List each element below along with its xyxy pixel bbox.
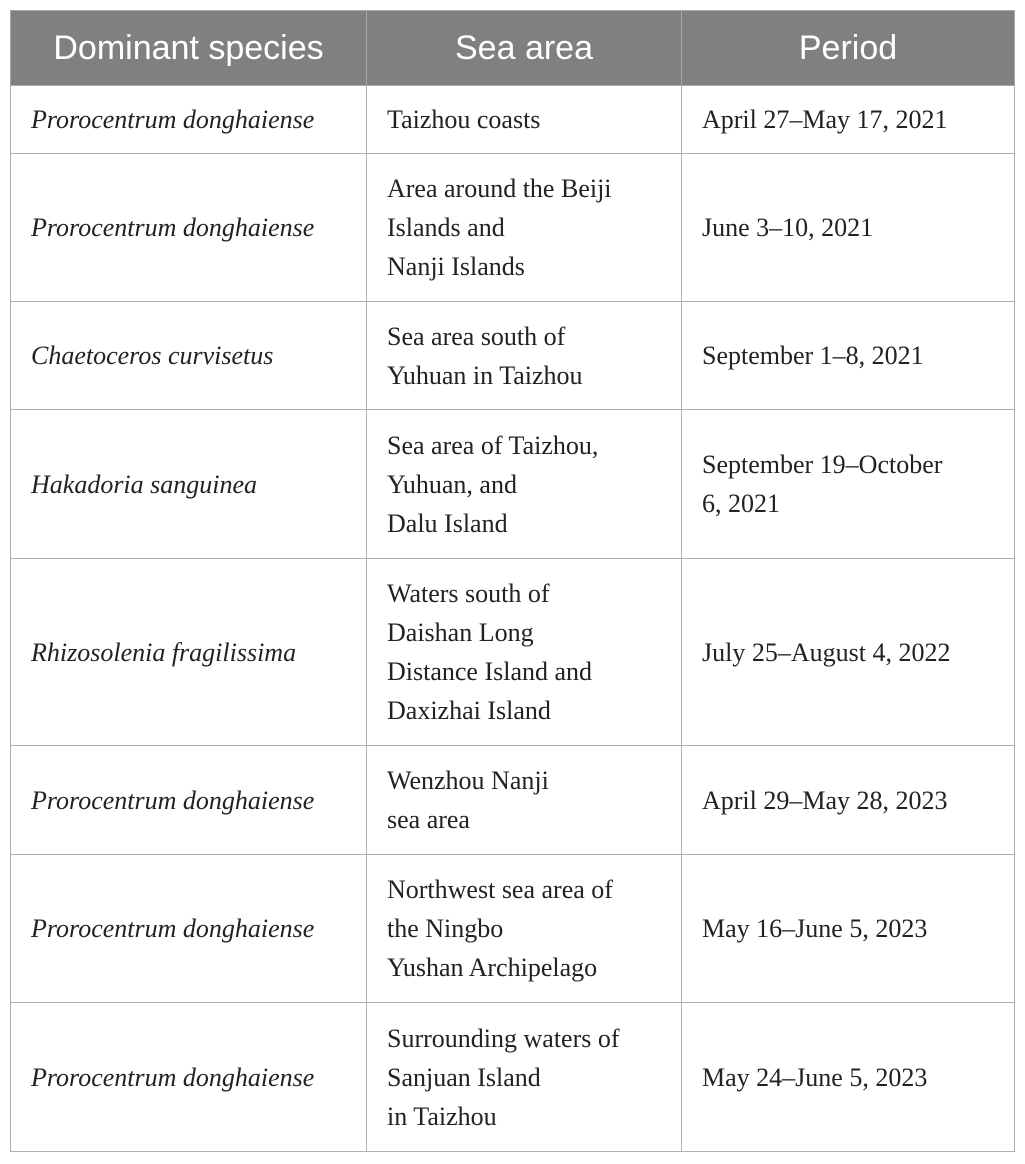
cell-species: Prorocentrum donghaiense [11,154,367,302]
header-sea-area: Sea area [367,11,682,86]
cell-period: July 25–August 4, 2022 [682,559,1015,746]
cell-sea-area: Northwest sea area of the Ningbo Yushan Archipelago [367,855,682,1003]
cell-period: September 19–October 6, 2021 [682,410,1015,559]
header-period: Period [682,11,1015,86]
cell-sea-area: Waters south of Daishan Long Distance Island and Daxizhai Island [367,559,682,746]
header-row [11,11,1015,86]
cell-species: Chaetoceros curvisetus [11,302,367,410]
cell-period: April 29–May 28, 2023 [682,746,1015,855]
cell-species: Prorocentrum donghaiense [11,86,367,154]
header-dominant-species: Dominant species [11,11,367,86]
cell-species: Rhizosolenia fragilissima [11,559,367,746]
cell-species: Prorocentrum donghaiense [11,855,367,1003]
table-row [11,559,1015,746]
table-row [11,154,1015,302]
table-row [11,1003,1015,1152]
cell-period: May 16–June 5, 2023 [682,855,1015,1003]
cell-sea-area: Sea area south of Yuhuan in Taizhou [367,302,682,410]
cell-period: April 27–May 17, 2021 [682,86,1015,154]
cell-sea-area: Wenzhou Nanji sea area [367,746,682,855]
table-row [11,302,1015,410]
hab-events-table-container [10,10,1014,1152]
cell-sea-area: Sea area of Taizhou, Yuhuan, and Dalu Island [367,410,682,559]
cell-species: Prorocentrum donghaiense [11,1003,367,1152]
table-row [11,410,1015,559]
table-row [11,855,1015,1003]
cell-sea-area: Taizhou coasts [367,86,682,154]
table-row [11,86,1015,154]
cell-period: May 24–June 5, 2023 [682,1003,1015,1152]
cell-period: September 1–8, 2021 [682,302,1015,410]
table-header [11,11,1015,86]
cell-sea-area: Area around the Beiji Islands and Nanji Islands [367,154,682,302]
table-row [11,746,1015,855]
cell-species: Prorocentrum donghaiense [11,746,367,855]
cell-sea-area: Surrounding waters of Sanjuan Island in Taizhou [367,1003,682,1152]
cell-species: Hakadoria sanguinea [11,410,367,559]
cell-period: June 3–10, 2021 [682,154,1015,302]
table-body [11,86,1015,1152]
hab-events-table [10,10,1015,1152]
